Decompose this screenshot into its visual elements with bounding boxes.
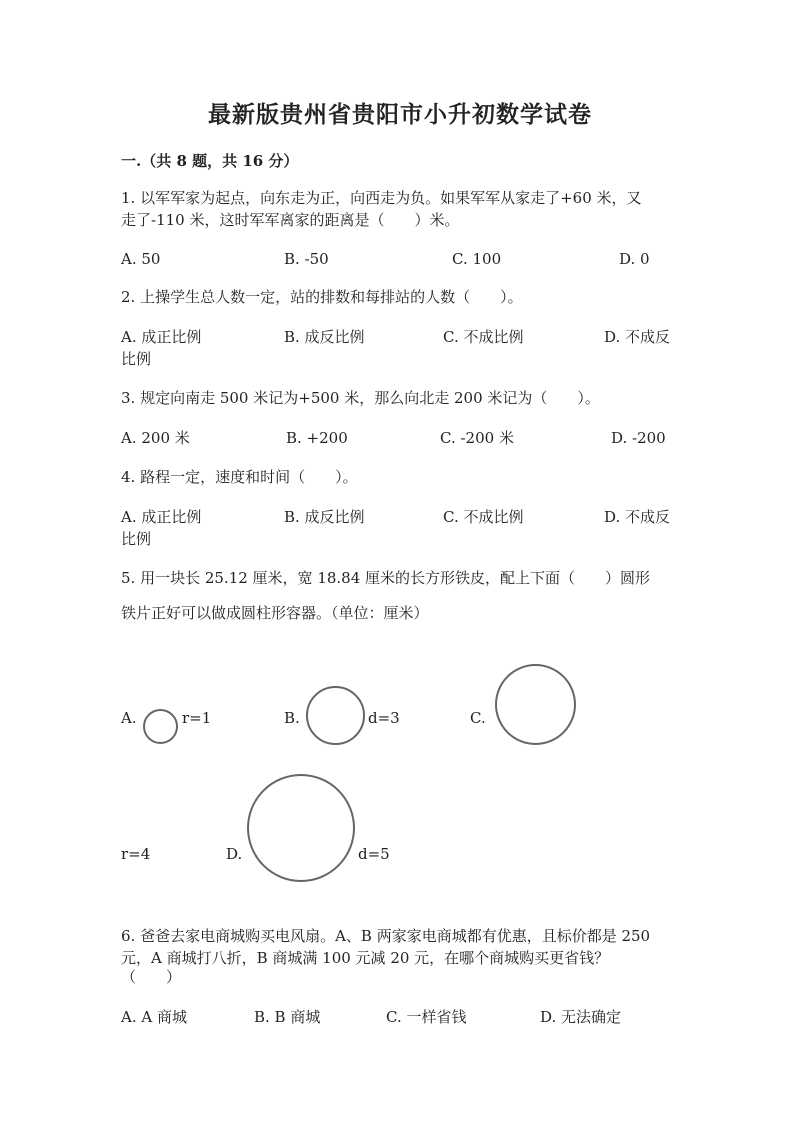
question-2-option-d: D. 不成反 [604,328,671,346]
question-3-option-b: B. +200 [286,429,348,447]
question-4-option-d-continued: 比例 [121,530,152,548]
question-3-option-c: C. -200 米 [440,429,514,447]
question-5-option-c-label: C. [470,709,486,727]
circle-a-shape [143,709,178,744]
question-6-stem-line-2: 元，A 商城打八折，B 商城满 100 元减 20 元，在哪个商城购买更省钱？ [121,949,610,967]
question-2-option-a: A. 成正比例 [121,328,202,346]
circle-c-shape [495,664,576,745]
question-1-option-d: D. 0 [619,250,650,268]
question-6-stem-line-1: 6. 爸爸去家电商城购买电风扇。A、B 两家家电商城都有优惠，且标价都是 250 [121,927,651,945]
question-5-option-c-value: r=4 [121,845,151,863]
question-3-option-a: A. 200 米 [121,429,190,447]
question-6-stem-line-3: （ ） [121,968,182,986]
question-4-option-d: D. 不成反 [604,508,671,526]
question-5-option-a-value: r=1 [182,709,212,727]
question-5-option-d-value: d=5 [358,845,390,863]
question-4-option-a: A. 成正比例 [121,508,202,526]
question-1-stem-line-2: 走了-110 米，这时军军离家的距离是（ ）米。 [121,211,460,229]
question-6-option-a: A. A 商城 [121,1008,187,1026]
question-2-stem: 2. 上操学生总人数一定，站的排数和每排站的人数（ ）。 [121,288,523,306]
question-4-option-c: C. 不成比例 [443,508,524,526]
question-6-option-d: D. 无法确定 [540,1008,622,1026]
question-2-option-b: B. 成反比例 [284,328,365,346]
question-1-option-b: B. -50 [284,250,329,268]
question-3-stem: 3. 规定向南走 500 米记为+500 米，那么向北走 200 米记为（ ）。 [121,389,600,407]
question-2-option-c: C. 不成比例 [443,328,524,346]
question-6-option-b: B. B 商城 [254,1008,321,1026]
question-4-option-b: B. 成反比例 [284,508,365,526]
section-heading: 一.（共 8 题，共 16 分） [121,152,299,170]
circle-b-shape [306,686,365,745]
question-4-stem: 4. 路程一定，速度和时间（ ）。 [121,468,358,486]
question-5-option-b-value: d=3 [368,709,400,727]
question-2-option-d-continued: 比例 [121,350,152,368]
question-5-option-a-label: A. [121,709,137,727]
question-1-option-c: C. 100 [452,250,502,268]
question-1-stem-line-1: 1. 以军军家为起点，向东走为正，向西走为负。如果军军从家走了+60 米，又 [121,189,642,207]
question-5-stem-line-2: 铁片正好可以做成圆柱形容器。（单位：厘米） [121,604,429,622]
circle-d-shape [247,774,355,882]
question-1-option-a: A. 50 [121,250,161,268]
question-3-option-d: D. -200 [611,429,666,447]
question-5-stem-line-1: 5. 用一块长 25.12 厘米，宽 18.84 厘米的长方形铁皮，配上下面（ ）圆形 [121,569,651,587]
question-5-option-b-label: B. [284,709,300,727]
question-6-option-c: C. 一样省钱 [386,1008,467,1026]
question-5-option-d-label: D. [226,845,243,863]
exam-title: 最新版贵州省贵阳市小升初数学试卷 [208,101,592,128]
